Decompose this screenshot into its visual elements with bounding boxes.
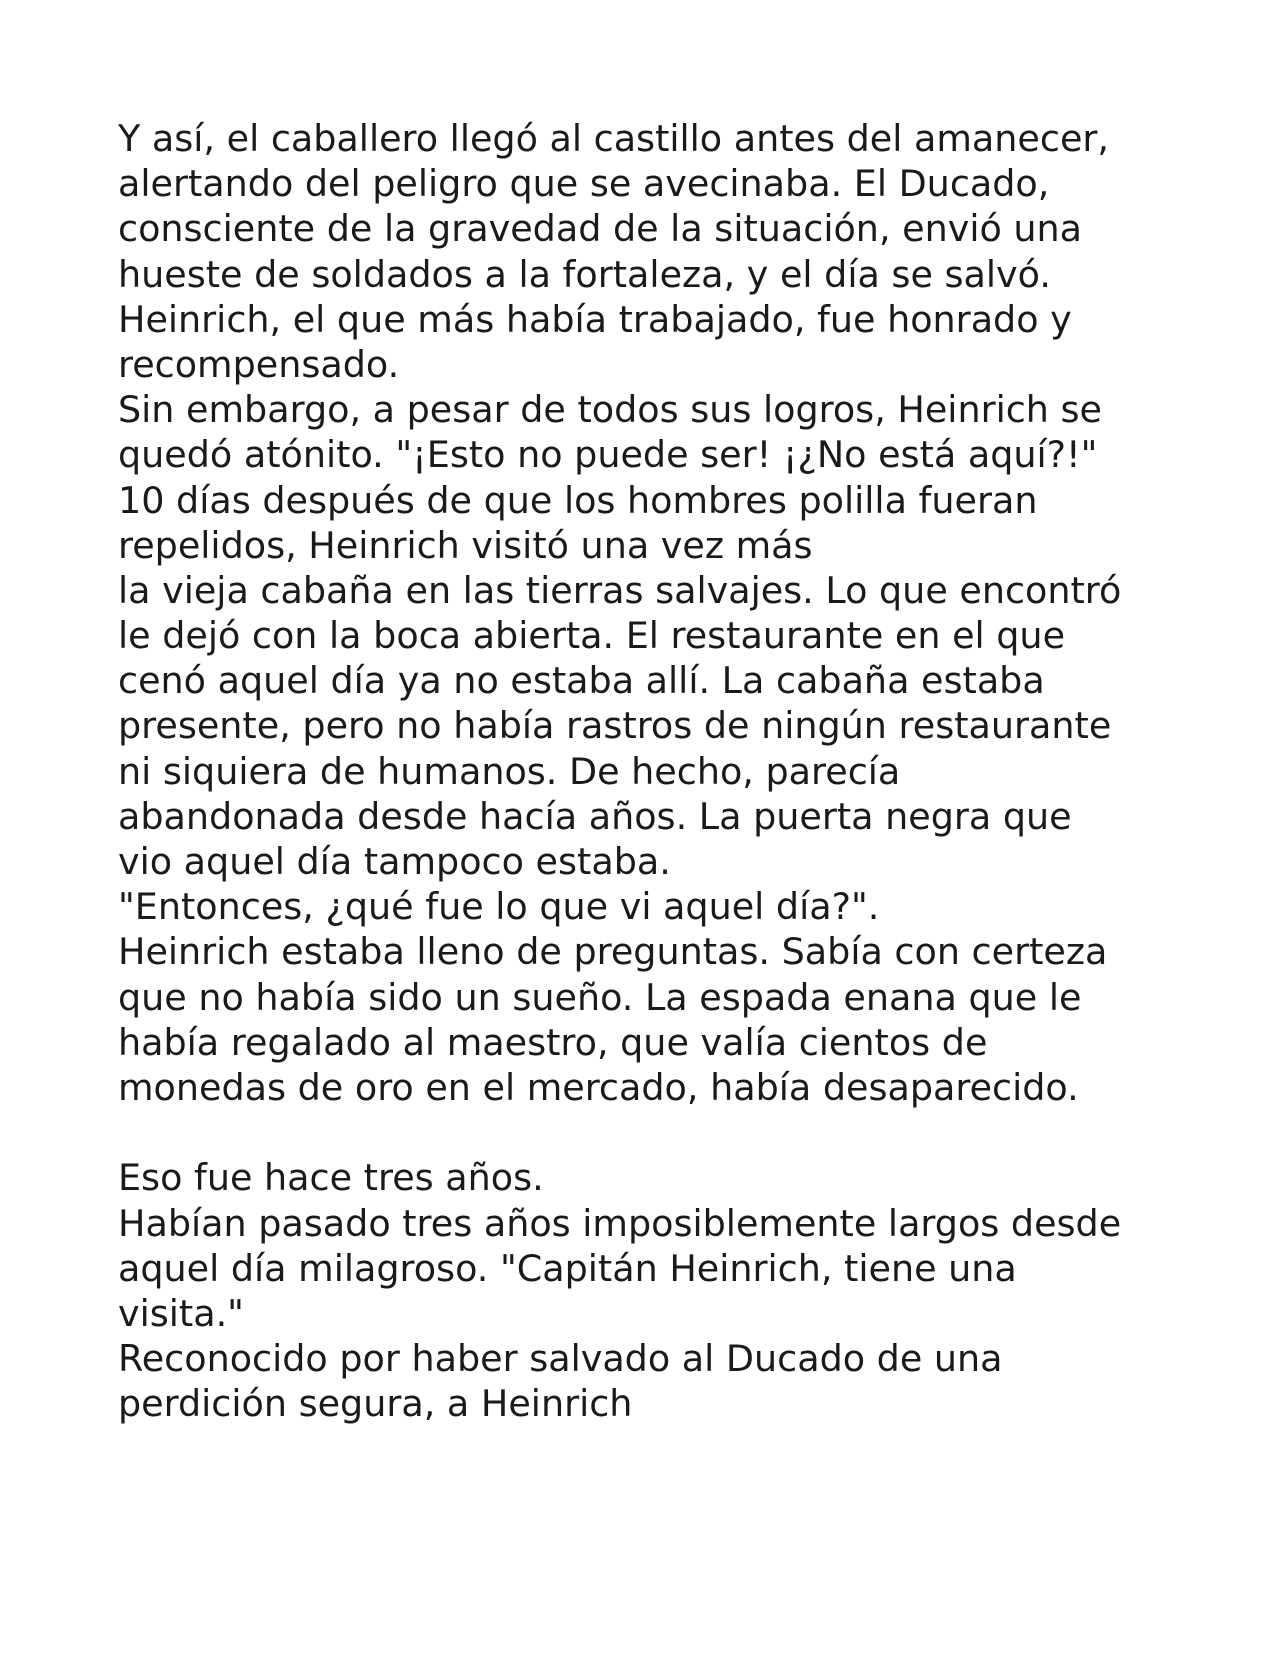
text-line: quedó atónito. "¡Esto no puede ser! ¡¿No está aquí?!" (118, 433, 1098, 477)
text-line: repelidos, Heinrich visitó una vez más (118, 523, 813, 567)
text-line: cenó aquel día ya no estaba allí. La cabaña estaba (118, 659, 1045, 703)
text-line: la vieja cabaña en las tierras salvajes. Lo que encontró (118, 568, 1122, 612)
text-line: monedas de oro en el mercado, había desaparecido. (118, 1065, 1079, 1109)
body-text (118, 116, 1178, 1426)
text-line: alertando del peligro que se avecinaba. El Ducado, (118, 162, 1050, 206)
text-line: había regalado al maestro, que valía cientos de (118, 1020, 988, 1064)
text-line: aquel día milagroso. "Capitán Heinrich, tiene una (118, 1246, 1017, 1290)
text-line: consciente de la gravedad de la situación, envió una (118, 207, 1083, 251)
text-line: Heinrich, el que más había trabajado, fue honrado y (118, 297, 1072, 341)
text-line: hueste de soldados a la fortaleza, y el día se salvó. (118, 252, 1051, 296)
text-line: 10 días después de que los hombres polilla fueran (118, 478, 1038, 522)
text-line: vio aquel día tampoco estaba. (118, 840, 671, 883)
text-line: presente, pero no había rastros de ningún restaurante (118, 704, 1112, 748)
text-line: recompensado. (118, 342, 400, 386)
text-line: "Entonces, ¿qué fue lo que vi aquel día?". (118, 885, 880, 929)
text-line: abandonada desde hacía años. La puerta negra que (118, 794, 1072, 838)
text-line: le dejó con la boca abierta. El restaurante en el que (118, 614, 1066, 658)
text-line: Eso fue hace tres años. (118, 1156, 544, 1200)
text-line: visita." (118, 1291, 244, 1335)
text-line: Y así, el caballero llegó al castillo antes del amanecer, (118, 117, 1110, 160)
text-line: Habían pasado tres años imposiblemente largos desde (118, 1201, 1122, 1245)
text-line: Heinrich estaba lleno de preguntas. Sabía con certeza (118, 930, 1108, 974)
text-line: que no había sido un sueño. La espada enana que le (118, 975, 1082, 1019)
text-line: Reconocido por haber salvado al Ducado de una (118, 1337, 1003, 1381)
text-line: perdición segura, a Heinrich (118, 1382, 633, 1426)
paragraph-break (118, 1110, 1178, 1155)
text-line: ni siquiera de humanos. De hecho, parecía (118, 749, 901, 793)
text-line: Sin embargo, a pesar de todos sus logros, Heinrich se (118, 388, 1103, 432)
